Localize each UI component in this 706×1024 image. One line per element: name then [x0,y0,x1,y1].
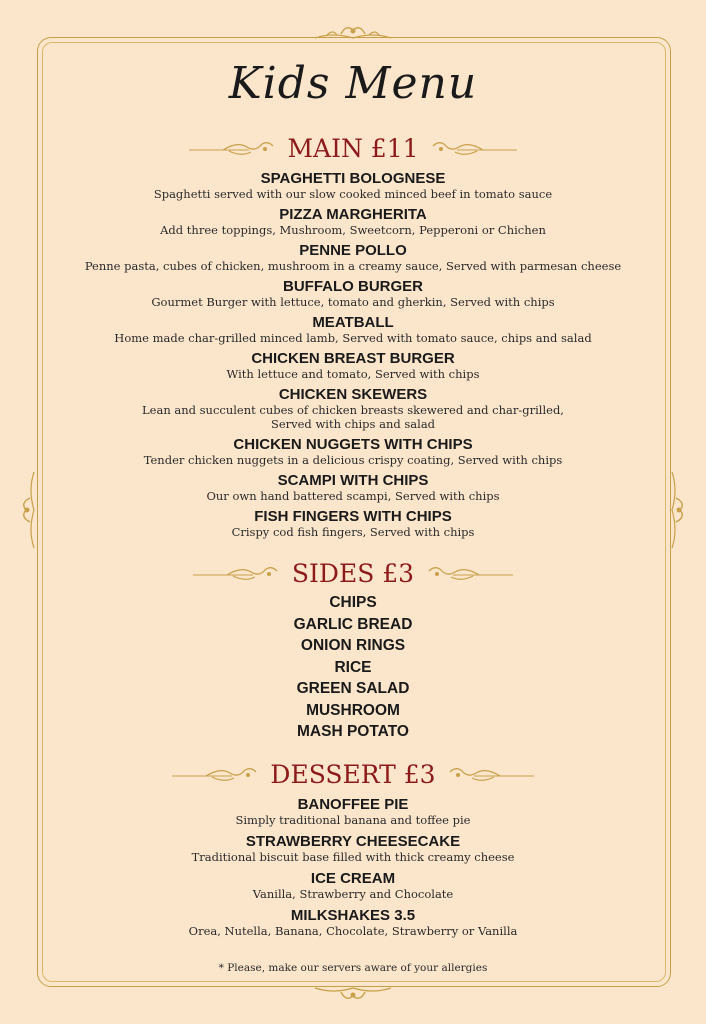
menu-item-name: ICE CREAM [310,870,396,887]
menu-item [0,870,706,901]
menu-item-description: Spaghetti served with our slow cooked minced beef in tomato sauce [153,187,553,201]
side-item: RICE [334,658,372,676]
menu-item-name: MILKSHAKES 3.5 [290,907,416,924]
menu-item-description: Vanilla, Strawberry and Chocolate [252,887,454,901]
menu-item-name: SPAGHETTI BOLOGNESE [260,170,446,187]
menu-item [0,350,706,381]
menu-item [0,314,706,345]
sides-section-heading [0,559,706,593]
menu-item [0,833,706,864]
menu-item [0,472,706,503]
right-heading-flourish-icon [431,140,517,158]
menu-item-description: Traditional biscuit base filled with thick creamy cheese [191,850,515,864]
side-item: ONION RINGS [300,637,406,654]
menu-item [0,206,706,237]
menu-item-name: PIZZA MARGHERITA [279,206,427,223]
menu-item [0,436,706,467]
menu-item-description: Simply traditional banana and toffee pie [235,813,471,827]
menu-item [0,170,706,201]
top-flourish-ornament [313,22,393,44]
side-item: GARLIC BREAD [293,615,413,633]
bottom-flourish-ornament [313,982,393,1004]
side-item: CHIPS [329,594,377,611]
menu-item-description: Home made char-grilled minced lamb, Served with tomato sauce, chips and salad [114,331,592,345]
menu-item [0,907,706,938]
dessert-heading-label: DESSERT £3 [270,760,436,789]
menu-title: Kids Menu [228,58,478,109]
menu-item-description: Add three toppings, Mushroom, Sweetcorn, Pepperoni or Chichen [160,223,546,237]
right-heading-flourish-icon [427,565,513,583]
main-items-list [0,170,706,544]
menu-item-description: Tender chicken nuggets in a delicious crispy coating, Served with chips [143,453,563,467]
menu-item-name: SCAMPI WITH CHIPS [277,472,429,489]
left-heading-flourish-icon [193,565,279,583]
left-heading-flourish-icon [189,140,275,158]
menu-item-description: Penne pasta, cubes of chicken, mushroom in a creamy sauce, Served with parmesan cheese [84,259,622,273]
menu-item-description: Our own hand battered scampi, Served with chips [206,489,500,503]
menu-item-description: Crispy cod fish fingers, Served with chips [231,525,475,539]
sides-heading-label: SIDES £3 [291,559,415,588]
menu-item-description: With lettuce and tomato, Served with chips [226,367,480,381]
menu-item-name: FISH FINGERS WITH CHIPS [254,508,452,525]
allergy-note: * Please, make our servers aware of your allergies [218,962,488,974]
dessert-section-heading [0,760,706,794]
dessert-items-list [0,796,706,944]
menu-item-description: Orea, Nutella, Banana, Chocolate, Strawberry or Vanilla [188,924,518,938]
menu-item [0,278,706,309]
menu-item [0,508,706,539]
menu-item-name: CHICKEN SKEWERS [278,386,428,403]
main-section-heading [0,134,706,168]
main-heading-label: MAIN £11 [287,134,419,163]
menu-item-name: PENNE POLLO [299,242,407,259]
left-heading-flourish-icon [172,766,258,784]
menu-item-name: BUFFALO BURGER [283,278,423,295]
menu-item-description-line2: Served with chips and salad [270,417,436,431]
menu-item [0,796,706,827]
side-item: MASH POTATO [297,723,409,740]
menu-item-description: Gourmet Burger with lettuce, tomato and gherkin, Served with chips [151,295,555,309]
sides-items-list [0,592,706,743]
menu-item-name: STRAWBERRY CHEESECAKE [245,833,461,850]
menu-item-name: MEATBALL [312,314,394,331]
right-heading-flourish-icon [448,766,534,784]
menu-item-name: BANOFFEE PIE [297,796,409,813]
side-item: MUSHROOM [306,701,400,719]
menu-item [0,386,706,431]
side-item: GREEN SALAD [296,680,410,697]
menu-item [0,242,706,273]
menu-item-description: Lean and succulent cubes of chicken breasts skewered and char-grilled, [142,403,564,417]
menu-item-name: CHICKEN BREAST BURGER [251,350,455,367]
menu-item-name: CHICKEN NUGGETS WITH CHIPS [233,436,473,453]
